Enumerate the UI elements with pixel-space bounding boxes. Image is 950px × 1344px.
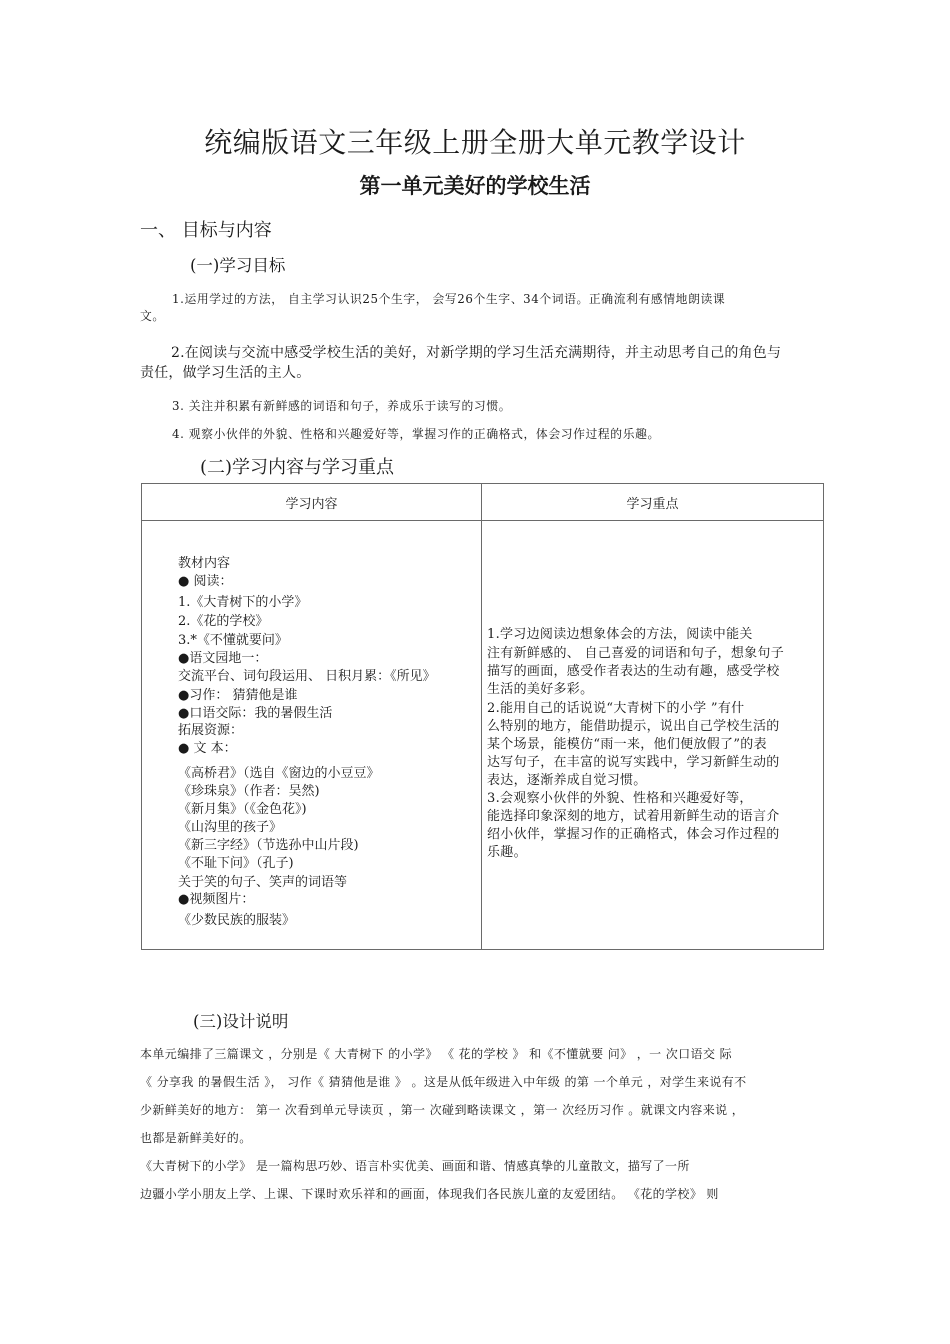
content-line: ● 文 本： <box>178 741 237 756</box>
content-cell <box>142 521 482 950</box>
goal-2-line-1: 2.在阅读与交流中感受学校生活的美好，对新学期的学习生活充满期待，并主动思考自己的角色与 <box>171 345 782 361</box>
content-line: ●语文园地一： <box>178 651 268 666</box>
document-subtitle: 第一单元美好的学校生活 <box>359 174 591 198</box>
content-line: 《新三字经》（节选孙中山片段) <box>178 838 359 853</box>
focus-line: 某个场景，能模仿“雨一来，他们便放假了”的表 <box>487 737 767 752</box>
focus-line: 3.会观察小伙伴的外貌、性格和兴趣爱好等， <box>487 791 753 806</box>
document-title: 统编版语文三年级上册全册大单元教学设计 <box>204 126 746 159</box>
subsection-heading-content-focus: (二)学习内容与学习重点 <box>200 457 395 478</box>
content-line: 《山沟里的孩子》 <box>178 820 283 835</box>
content-line: ●习作： 猜猜他是谁 <box>178 688 298 703</box>
content-line: 3.*《不懂就要问》 <box>178 633 288 648</box>
goal-2-line-2: 责任，做学习生活的主人。 <box>140 365 311 381</box>
content-line: 教材内容 <box>178 556 231 571</box>
subsection-heading-learning-goals: (一)学习目标 <box>190 256 286 275</box>
goal-1-line-1: 1.运用学过的方法， 自主学习认识25个生字， 会写26个生字、34个词语。正确流利有感情地朗读课 <box>172 292 726 306</box>
focus-line: 表达，逐渐养成自觉习惯。 <box>487 773 647 788</box>
design-line: 也都是新鲜美好的。 <box>140 1131 252 1145</box>
content-line: 《高桥君》（选自《窗边的小豆豆》 <box>178 766 380 781</box>
goal-4: 4. 观察小伙伴的外貌、性格和兴趣爱好等，掌握习作的正确格式，体会习作过程的乐趣。 <box>172 427 660 441</box>
content-focus-table <box>141 483 824 950</box>
subsection-heading-design-notes: (三)设计说明 <box>193 1012 289 1031</box>
table-header-focus: 学习重点 <box>482 484 824 521</box>
focus-line: 生活的美好多彩。 <box>487 682 594 697</box>
focus-line: 达写句子，在丰富的说写实践中，学习新鲜生动的 <box>487 755 780 770</box>
content-line: 《珍珠泉》（作者：吴然) <box>178 784 320 799</box>
content-line: ● 阅读： <box>178 574 233 589</box>
focus-line: 能选择印象深刻的地方，试着用新鲜生动的语言介 <box>487 809 780 824</box>
table-header-content: 学习内容 <box>142 484 482 521</box>
content-line: 《新月集》（《金色花》) <box>178 802 307 817</box>
design-line: 少新鲜美好的地方： 第一 次看到单元导读页 ，第一 次碰到略读课文 ，第一 次经历习作 。就课文内容来说 ， <box>140 1103 745 1117</box>
section-heading-goals-content: 一、 目标与内容 <box>140 220 272 241</box>
design-line: 边疆小学小朋友上学、上课、下课时欢乐祥和的画面，体现我们各民族儿童的友爱团结。 《花的学校》 则 <box>140 1187 719 1201</box>
focus-line: 注有新鲜感的、 自己喜爱的词语和句子，想象句子 <box>487 646 785 661</box>
focus-line: 绍小伙伴，掌握习作的正确格式，体会习作过程的 <box>487 827 780 842</box>
focus-cell <box>482 521 824 950</box>
content-line: 《少数民族的服装》 <box>178 913 296 928</box>
table-row <box>142 521 824 950</box>
focus-line: 么特别的地方，能借助提示，说出自己学校生活的 <box>487 719 780 734</box>
goal-3: 3. 关注并积累有新鲜感的词语和句子，养成乐于读写的习惯。 <box>172 399 512 413</box>
focus-line: 描写的画面，感受作者表达的生动有趣，感受学校 <box>487 664 780 679</box>
content-line: 关于笑的句子、笑声的词语等 <box>178 875 348 890</box>
focus-line: 2.能用自己的话说说“大青树下的小学 ”有什 <box>487 701 745 716</box>
goal-1-line-2: 文。 <box>140 309 165 323</box>
table-header-row <box>142 484 824 521</box>
focus-line: 1.学习边阅读边想象体会的方法，阅读中能关 <box>487 627 753 642</box>
content-line: 交流平台、词句段运用、 日积月累：《所见》 <box>178 669 436 684</box>
design-line: 本单元编排了三篇课文 ，分别是《 大青树下 的小学》 《 花的学校 》 和《不懂就要 问》 ，一 次口语交 际 <box>140 1047 732 1061</box>
content-line: ●口语交际：我的暑假生活 <box>178 706 333 721</box>
content-line: 《不耻下问》（孔子) <box>178 856 294 871</box>
content-line: 2.《花的学校》 <box>178 614 269 629</box>
design-line: 《 分享我 的暑假生活 》， 习作《 猜猜他是谁 》 。这是从低年级进入中年级 的第 一个单元 ，对学生来说有不 <box>140 1075 747 1089</box>
design-line: 《大青树下的小学》 是一篇构思巧妙、语言朴实优美、画面和谐、情感真挚的儿童散文，描写了一所 <box>140 1159 690 1173</box>
content-line: 1.《大青树下的小学》 <box>178 595 308 610</box>
content-line: 拓展资源： <box>178 723 244 738</box>
focus-line: 乐趣。 <box>487 845 527 860</box>
content-line: ●视频图片： <box>178 892 255 907</box>
